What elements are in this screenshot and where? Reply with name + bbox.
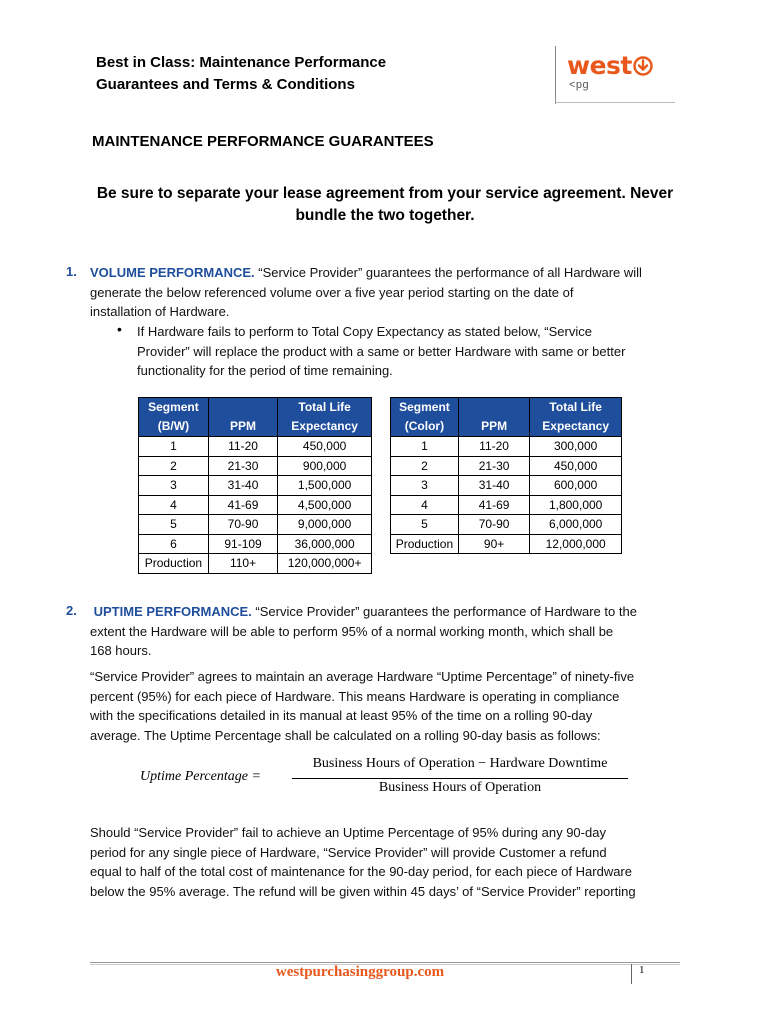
- logo-subtext: <pg: [569, 79, 590, 91]
- uptime-paragraph: [90, 667, 690, 745]
- table-cell: 450,000: [530, 456, 622, 476]
- table-cell: 31-40: [208, 476, 277, 496]
- table-row: [391, 534, 622, 554]
- item-1-text: “Service Provider” guarantees the performance of all Hardware will: [254, 265, 642, 280]
- item-1-lead: VOLUME PERFORMANCE.: [90, 265, 255, 280]
- table-cell: 12,000,000: [530, 534, 622, 554]
- table-cell: 5: [391, 515, 459, 535]
- table-cell: 36,000,000: [278, 534, 372, 554]
- table-cell: 21-30: [458, 456, 529, 476]
- bullet-line-3: functionality for the period of time remaining.: [137, 363, 393, 378]
- refund-line-3: equal to half of the total cost of maintenance for the 90-day period, for each piece of Hardware: [90, 864, 632, 879]
- item-1-line-3: installation of Hardware.: [90, 304, 230, 319]
- download-arrow-icon: [633, 56, 653, 81]
- uptime-line-4: average. The Uptime Percentage shall be calculated on a rolling 90-day basis as follows:: [90, 727, 601, 743]
- table-row: [139, 534, 372, 554]
- table-row: [391, 515, 622, 535]
- table-row: [391, 495, 622, 515]
- table-cell: 120,000,000+: [278, 554, 372, 574]
- document-title-line-1: Best in Class: Maintenance Performance: [96, 54, 387, 71]
- item-1-number: 1.: [66, 264, 77, 279]
- item-2-line-1: [90, 602, 690, 622]
- uptime-line-2: percent (95%) for each piece of Hardware. This means Hardware is operating in compliance: [90, 688, 620, 704]
- table-cell: 11-20: [458, 437, 529, 457]
- table-row: [139, 554, 372, 574]
- uptime-line-3: with the specifications detailed in its manual at least 95% of the time on a rolling 90-day: [90, 708, 593, 723]
- item-1-paragraph: [90, 263, 690, 322]
- table-row: [139, 515, 372, 535]
- uptime-line-1: “Service Provider” agrees to maintain an average Hardware “Uptime Percentage” of ninety-five: [90, 669, 635, 684]
- table-cell: 11-20: [208, 437, 277, 457]
- table-cell: 41-69: [208, 495, 277, 515]
- bullet-line-2: Provider” will replace the product with a same or better Hardware with same or better: [137, 343, 626, 359]
- table-header-row: [139, 398, 372, 437]
- table-row: [391, 437, 622, 457]
- header-rule: [555, 102, 675, 103]
- table-cell: 3: [139, 476, 209, 496]
- table-cell: 70-90: [458, 515, 529, 535]
- table-cell: 6: [139, 534, 209, 554]
- page-number-divider: [631, 964, 632, 984]
- callout-text: [90, 183, 680, 227]
- table-header-cell: PPM: [458, 398, 529, 437]
- table-cell: 4,500,000: [278, 495, 372, 515]
- refund-paragraph: [90, 823, 690, 901]
- table-row: [139, 476, 372, 496]
- formula-lhs: Uptime Percentage =: [140, 769, 261, 784]
- table-cell: 91-109: [208, 534, 277, 554]
- item-2-line-2: extent the Hardware will be able to perform 95% of a normal working month, which shall be: [90, 623, 614, 639]
- table-cell: 41-69: [458, 495, 529, 515]
- table-cell: 6,000,000: [530, 515, 622, 535]
- table-cell: 1,500,000: [278, 476, 372, 496]
- table-cell: 31-40: [458, 476, 529, 496]
- section-heading: MAINTENANCE PERFORMANCE GUARANTEES: [92, 133, 434, 150]
- page-number: 1: [639, 964, 645, 976]
- document-title-line-2: Guarantees and Terms & Conditions: [96, 76, 355, 93]
- table-cell: 300,000: [530, 437, 622, 457]
- callout-line-2: bundle the two together.: [295, 207, 475, 224]
- table-cell: 1,800,000: [530, 495, 622, 515]
- item-1-line-1: [90, 263, 690, 283]
- table-cell: Production: [139, 554, 209, 574]
- refund-line-2: period for any single piece of Hardware, “Service Provider” will provide Customer a refund: [90, 844, 607, 860]
- item-1-line-2: generate the below referenced volume over a five year period starting on the date of: [90, 284, 574, 300]
- west-pg-logo: [567, 52, 663, 96]
- refund-line-4: below the 95% average. The refund will be given within 45 days’ of “Service Provider” reporting: [90, 883, 636, 899]
- table-row: [139, 437, 372, 457]
- table-cell: 90+: [458, 534, 529, 554]
- table-cell: 600,000: [530, 476, 622, 496]
- item-2-number: 2.: [66, 603, 77, 618]
- table-cell: 450,000: [278, 437, 372, 457]
- table-cell: 70-90: [208, 515, 277, 535]
- uptime-formula: [140, 756, 640, 804]
- item-2-text: “Service Provider” guarantees the performance of Hardware to the: [251, 604, 637, 619]
- header-divider: [555, 46, 556, 104]
- item-1-bullet: [137, 322, 697, 381]
- bw-volume-table: [138, 397, 372, 574]
- table-cell: 9,000,000: [278, 515, 372, 535]
- table-row: [391, 476, 622, 496]
- item-2-lead: UPTIME PERFORMANCE.: [93, 604, 252, 619]
- table-cell: Production: [391, 534, 459, 554]
- table-cell: 900,000: [278, 456, 372, 476]
- table-cell: 1: [391, 437, 459, 457]
- footer-website-link[interactable]: westpurchasinggroup.com: [275, 964, 445, 980]
- item-2-line-3: 168 hours.: [90, 643, 152, 658]
- table-header-cell: Segment (Color): [391, 398, 459, 437]
- table-row: [139, 495, 372, 515]
- table-cell: 2: [391, 456, 459, 476]
- table-row: [391, 456, 622, 476]
- color-volume-table: [390, 397, 622, 554]
- table-header-cell: Segment (B/W): [139, 398, 209, 437]
- table-cell: 110+: [208, 554, 277, 574]
- table-header-cell: Total Life Expectancy: [530, 398, 622, 437]
- formula-denominator: Business Hours of Operation: [378, 780, 542, 795]
- refund-line-1: Should “Service Provider” fail to achieve an Uptime Percentage of 95% during any 90-day: [90, 825, 606, 840]
- table-cell: 21-30: [208, 456, 277, 476]
- table-cell: 3: [391, 476, 459, 496]
- table-cell: 4: [391, 495, 459, 515]
- table-cell: 4: [139, 495, 209, 515]
- document-title: [96, 52, 386, 96]
- formula-numerator: Business Hours of Operation − Hardware Downtime: [312, 756, 608, 771]
- bullet-marker: •: [117, 321, 122, 337]
- table-header-row: [391, 398, 622, 437]
- fraction-bar: [292, 778, 628, 779]
- table-cell: 5: [139, 515, 209, 535]
- logo-wordmark: west: [567, 51, 632, 80]
- table-header-cell: PPM: [208, 398, 277, 437]
- callout-line-1: Be sure to separate your lease agreement from your service agreement. Never: [96, 185, 674, 202]
- item-2-paragraph: [90, 602, 690, 661]
- table-cell: 1: [139, 437, 209, 457]
- table-header-cell: Total Life Expectancy: [278, 398, 372, 437]
- table-cell: 2: [139, 456, 209, 476]
- footer-rule: [90, 962, 680, 963]
- table-row: [139, 456, 372, 476]
- bullet-line-1: If Hardware fails to perform to Total Copy Expectancy as stated below, “Service: [137, 324, 592, 339]
